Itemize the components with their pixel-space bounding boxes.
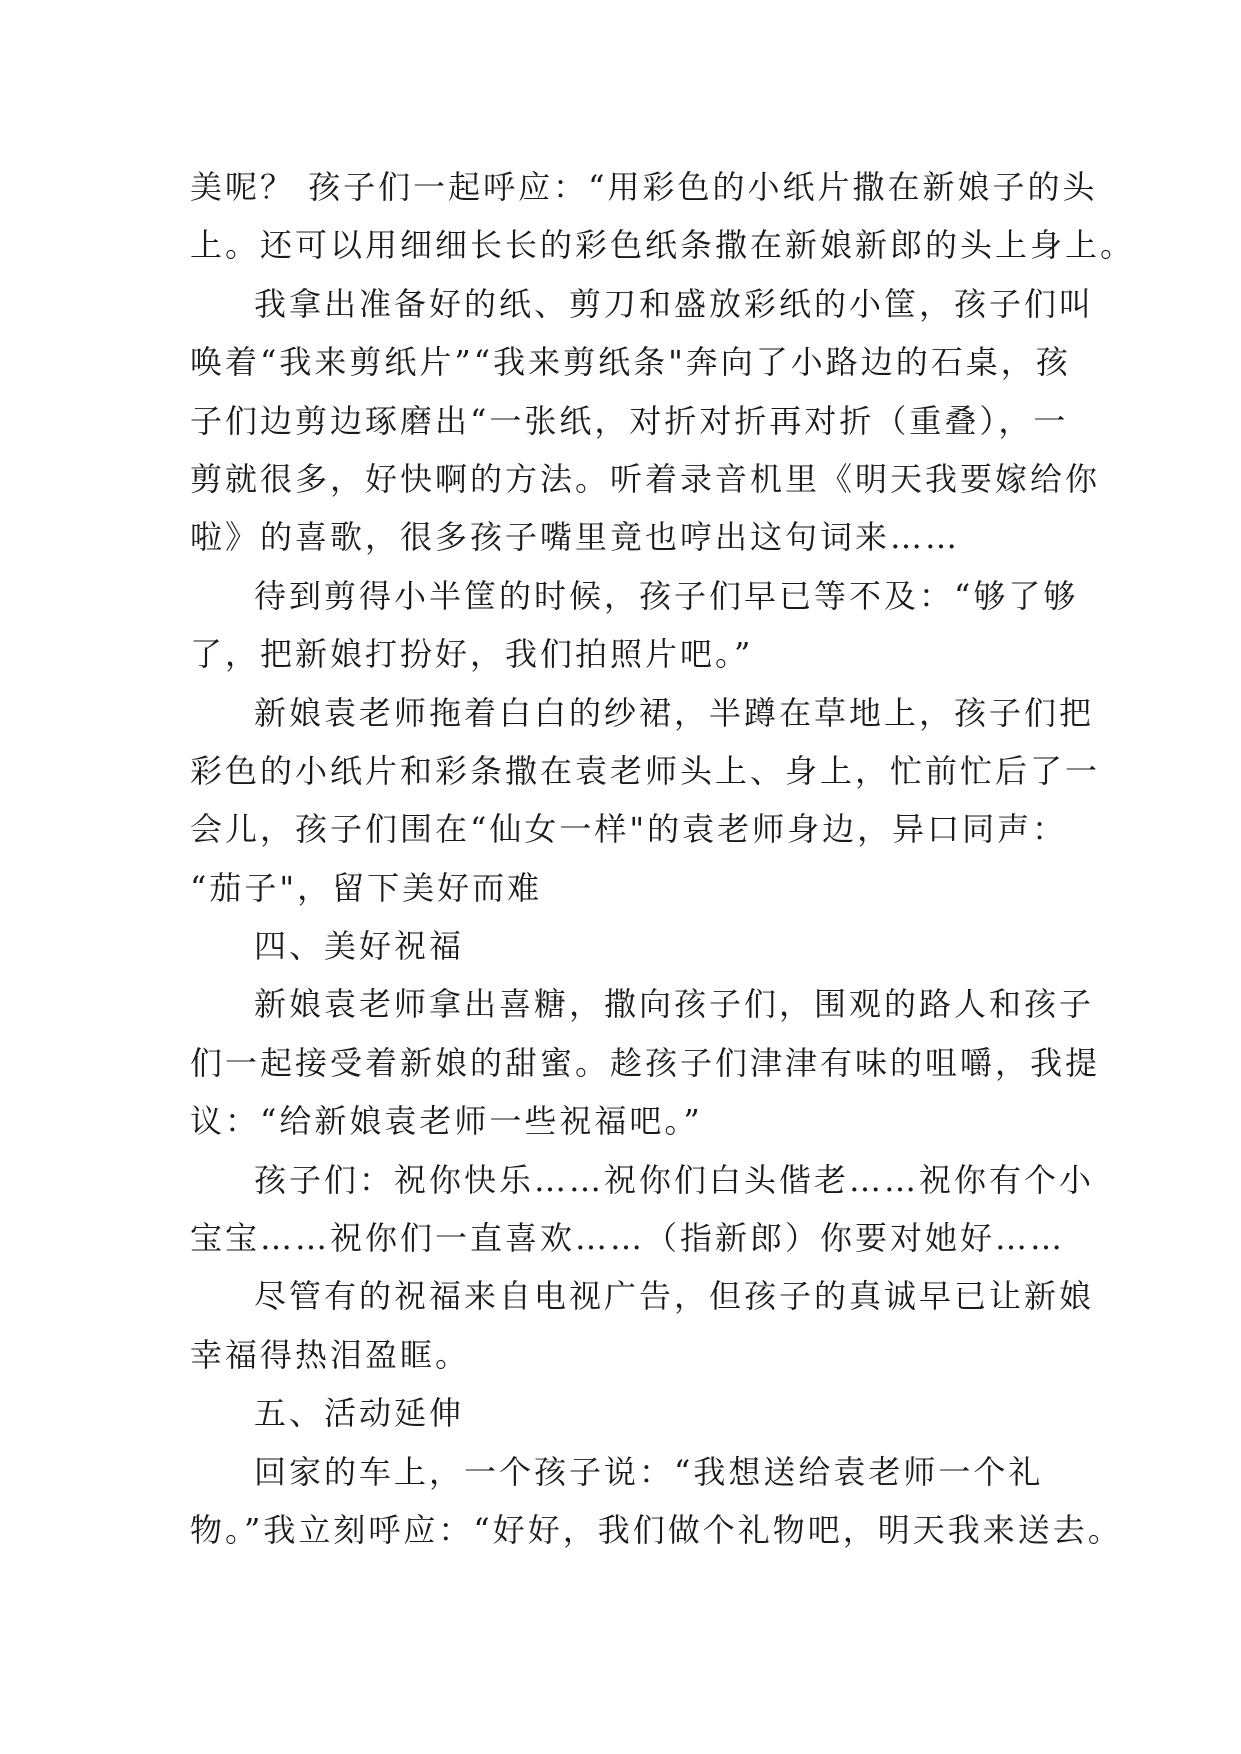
text-line: 物。”我立刻呼应：“好好，我们做个礼物吧，明天我来送去。 bbox=[190, 1510, 1123, 1549]
document-body bbox=[190, 158, 1136, 1559]
text-line: 四、美好祝福 bbox=[254, 927, 465, 966]
text-line: 子们边剪边琢磨出“一张纸，对折对折再对折（重叠），一 bbox=[190, 401, 1069, 440]
text-line: 孩子们：祝你快乐……祝你们白头偕老……祝你有个小 bbox=[254, 1160, 1095, 1199]
text-line: 宝宝……祝你们一直喜欢……（指新郎）你要对她好…… bbox=[190, 1219, 1066, 1258]
text-line: 新娘袁老师拿出喜糖，撒向孩子们，围观的路人和孩子 bbox=[254, 985, 1095, 1024]
text-line: 回家的车上，一个孩子说：“我想送给袁老师一个礼 bbox=[254, 1452, 1044, 1491]
text-line: 我拿出准备好的纸、剪刀和盛放彩纸的小筐，孩子们叫 bbox=[254, 284, 1095, 323]
text-line: 会儿，孩子们围在“仙女一样"的袁老师身边，异口同声： bbox=[190, 810, 1068, 849]
text-line: 们一起接受着新娘的甜蜜。趁孩子们津津有味的咀嚼，我提 bbox=[190, 1043, 1101, 1082]
text-line: 待到剪得小半筐的时候，孩子们早已等不及：“够了够 bbox=[254, 576, 1079, 615]
text-line: 彩色的小纸片和彩条撒在袁老师头上、身上，忙前忙后了一 bbox=[190, 751, 1101, 790]
text-line: 啦》的喜歌，很多孩子嘴里竟也哼出这句词来…… bbox=[190, 518, 961, 557]
text-line: “茄子"，留下美好而难 bbox=[190, 868, 543, 907]
text-line: 唤着“我来剪纸片”“我来剪纸条"奔向了小路边的石桌，孩 bbox=[190, 343, 1071, 382]
text-line: 上。还可以用细细长长的彩色纸条撒在新娘新郎的头上身上。 bbox=[190, 226, 1136, 265]
text-line: 美呢？ 孩子们一起呼应：“用彩色的小纸片撒在新娘子的头 bbox=[190, 168, 1098, 206]
text-line: 尽管有的祝福来自电视广告，但孩子的真诚早已让新娘 bbox=[254, 1277, 1095, 1316]
text-line: 新娘袁老师拖着白白的纱裙，半蹲在草地上，孩子们把 bbox=[254, 693, 1095, 732]
text-line: 剪就很多，好快啊的方法。听着录音机里《明天我要嫁给你 bbox=[190, 459, 1101, 498]
text-line: 议：“给新娘袁老师一些祝福吧。” bbox=[190, 1102, 703, 1141]
text-line: 幸福得热泪盈眶。 bbox=[190, 1335, 471, 1374]
text-line: 了，把新娘打扮好，我们拍照片吧。” bbox=[190, 635, 754, 674]
text-line: 五、活动延伸 bbox=[254, 1394, 465, 1433]
